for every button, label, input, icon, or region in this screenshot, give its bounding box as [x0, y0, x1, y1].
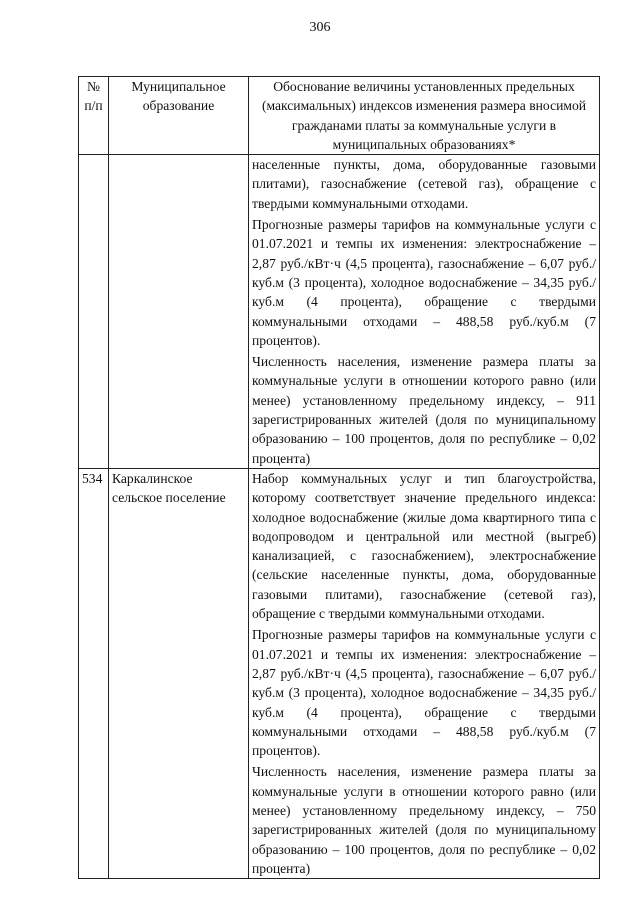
header-justification: Обоснование величины установленных предельных (максимальных) индексов изменения размера вносимой гражданами платы за коммунальные услуги в муниципальных образованиях*: [249, 77, 600, 155]
table-row: [79, 155, 600, 469]
justification-paragraph: Численность населения, изменение размера платы за коммунальные услуги в отношении которого равно (или менее) установленному предельному индексу, – 911 зарегистрированных жителей (доля по муниципальному образованию – 100 процентов, доля по республике – 0,02 процента): [252, 354, 596, 466]
header-municipality: Муниципальное образование: [109, 77, 249, 155]
header-number: № п/п: [79, 77, 109, 155]
indices-table: [78, 76, 600, 879]
row-justification: [249, 468, 600, 878]
row-number: 534: [79, 468, 109, 878]
row-justification: [249, 155, 600, 469]
justification-paragraph: Численность населения, изменение размера платы за коммунальные услуги в отношении которого равно (или менее) установленному предельному индексу, – 750 зарегистрированных жителей (доля по муниципальному образованию – 100 процентов, доля по республике – 0,02 процента): [252, 764, 596, 876]
table-row: [79, 468, 600, 878]
table-header-row: [79, 77, 600, 155]
justification-paragraph: Набор коммунальных услуг и тип благоустройства, которому соответствует значение предельного индекса: холодное водоснабжение (жилые дома квартирного типа с водопроводом и центральной или местной (выгреб) канализацией, с газоснабжением), электроснабжение (сельские населенные пункты, дома, оборудованные газовыми плитами), газоснабжение (сетевой газ), обращение с твердыми коммунальными отходами.: [252, 470, 596, 622]
row-number: [79, 155, 109, 469]
justification-paragraph: населенные пункты, дома, оборудованные газовыми плитами), газоснабжение (сетевой газ), обращение с твердыми коммунальными отходами.: [252, 157, 596, 211]
row-municipality: Каркалинское сельское поселение: [109, 468, 249, 878]
page-number: 306: [309, 20, 331, 35]
row-municipality: [109, 155, 249, 469]
justification-paragraph: Прогнозные размеры тарифов на коммунальные услуги с 01.07.2021 и темпы их изменения: электроснабжение – 2,87 руб./кВт·ч (4,5 процента), газоснабжение – 6,07 руб./куб.м (3 процента), холодное водоснабжение – 34,35 руб./куб.м (4 процента), обращение с твердыми коммунальными отходами – 488,58 руб./куб.м (7 процентов).: [252, 217, 596, 348]
justification-paragraph: Прогнозные размеры тарифов на коммунальные услуги с 01.07.2021 и темпы их изменения: электроснабжение – 2,87 руб./кВт·ч (4,5 процента), газоснабжение – 6,07 руб./куб.м (3 процента), холодное водоснабжение – 34,35 руб./куб.м (4 процента), обращение с твердыми коммунальными отходами – 488,58 руб./куб.м (7 процентов).: [252, 627, 596, 759]
